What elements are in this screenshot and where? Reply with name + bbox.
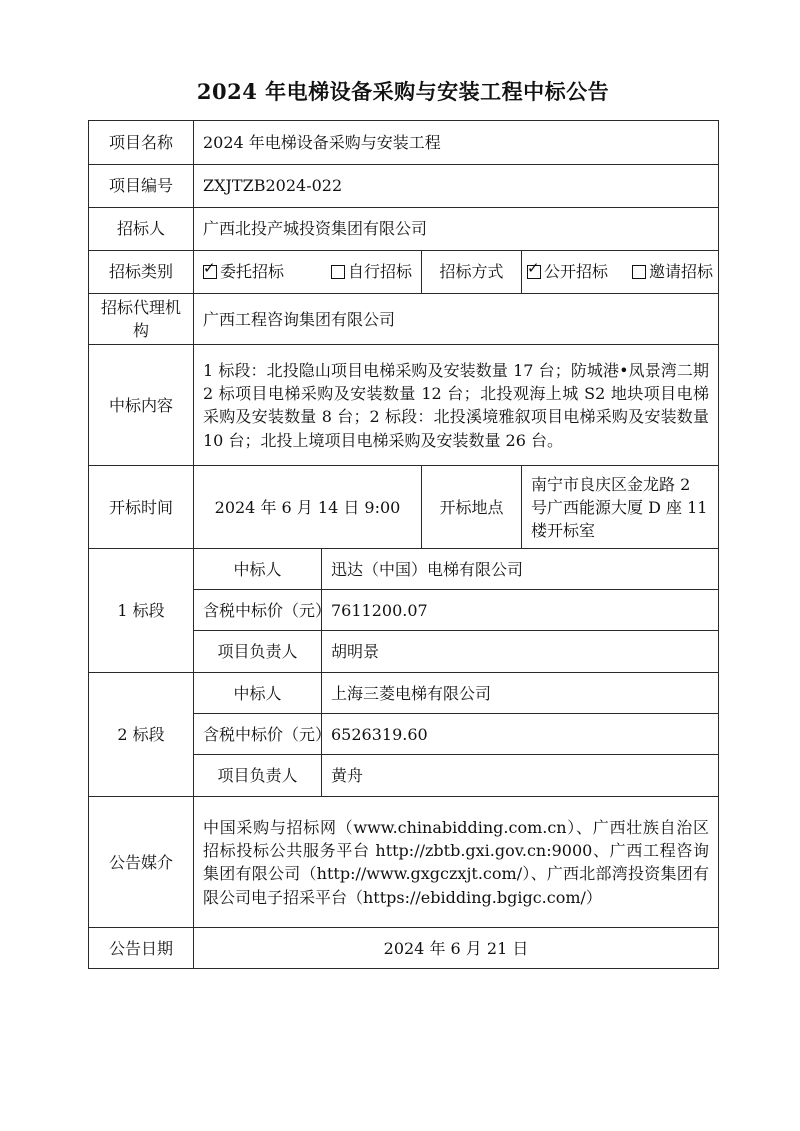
check-mark: ✓ xyxy=(527,259,540,277)
project-name-label: 项目名称 xyxy=(89,121,194,165)
agency-label: 招标代理机构 xyxy=(89,294,194,345)
option-label: 邀请招标 xyxy=(648,262,713,282)
project-number-label: 项目编号 xyxy=(89,165,194,208)
table-row xyxy=(89,294,719,345)
checkbox-checked-icon xyxy=(527,259,541,279)
tender-category-options xyxy=(194,251,422,294)
tender-method-options xyxy=(522,251,719,294)
section-2-price-label: 含税中标价（元） xyxy=(194,714,322,755)
project-number-value: ZXJTZB2024-022 xyxy=(194,165,719,208)
announcement-media-value: 中国采购与招标网（www.chinabidding.com.cn）、广西壮族自治区招标投标公共服务平台 http://zbtb.gxi.gov.cn:9000、广西工程咨询集团有限公司（http://www.gxgczxjt.com/）、广西北部湾投资集团有限公司电子招采平台（https://ebidding.bgigc.com/） xyxy=(194,797,719,928)
table-row xyxy=(89,251,719,294)
tenderer-value: 广西北投产城投资集团有限公司 xyxy=(194,208,719,251)
option-open-tender xyxy=(527,260,608,283)
announcement-media-label: 公告媒介 xyxy=(89,797,194,928)
section-1-name: 1 标段 xyxy=(89,549,194,673)
tender-category-option-group xyxy=(203,260,412,283)
section-1-manager-label: 项目负责人 xyxy=(194,631,322,673)
section-1-price-label: 含税中标价（元） xyxy=(194,590,322,631)
table-row xyxy=(89,797,719,928)
option-label: 委托招标 xyxy=(220,262,285,282)
announcement-table xyxy=(88,120,719,969)
checkbox-unchecked-icon xyxy=(331,265,345,279)
section-1-winner-label: 中标人 xyxy=(194,549,322,590)
section-1-winner-value: 迅达（中国）电梯有限公司 xyxy=(322,549,719,590)
option-label: 公开招标 xyxy=(544,262,609,282)
checkbox-unchecked-icon xyxy=(632,265,646,279)
table-row xyxy=(89,208,719,251)
checkbox-checked-icon xyxy=(203,259,217,279)
option-label: 自行招标 xyxy=(347,262,412,282)
option-invited-tender xyxy=(632,260,713,283)
section-2-manager-label: 项目负责人 xyxy=(194,755,322,797)
announcement-date-value: 2024 年 6 月 21 日 xyxy=(194,928,719,969)
option-self-tender xyxy=(331,260,412,283)
check-mark: ✓ xyxy=(203,259,216,277)
announcement-date-label: 公告日期 xyxy=(89,928,194,969)
section-1-manager-value: 胡明景 xyxy=(322,631,719,673)
table-row xyxy=(89,121,719,165)
tender-method-label: 招标方式 xyxy=(422,251,522,294)
section-2-winner-value: 上海三菱电梯有限公司 xyxy=(322,673,719,714)
section-1-price-value: 7611200.07 xyxy=(322,590,719,631)
option-entrusted-tender xyxy=(203,260,284,283)
table-row xyxy=(89,673,719,714)
table-row xyxy=(89,345,719,466)
bid-opening-time-label: 开标时间 xyxy=(89,466,194,549)
bid-opening-place-label: 开标地点 xyxy=(422,466,522,549)
table-row xyxy=(89,549,719,590)
section-2-winner-label: 中标人 xyxy=(194,673,322,714)
section-2-price-value: 6526319.60 xyxy=(322,714,719,755)
section-2-manager-value: 黄舟 xyxy=(322,755,719,797)
page-title: 2024 年电梯设备采购与安装工程中标公告 xyxy=(196,79,610,104)
award-content-label: 中标内容 xyxy=(89,345,194,466)
table-row xyxy=(89,466,719,549)
bid-opening-time-value: 2024 年 6 月 14 日 9:00 xyxy=(194,466,422,549)
tender-method-option-group xyxy=(527,260,713,283)
tenderer-label: 招标人 xyxy=(89,208,194,251)
tender-category-label: 招标类别 xyxy=(89,251,194,294)
table-row xyxy=(89,165,719,208)
agency-value: 广西工程咨询集团有限公司 xyxy=(194,294,719,345)
section-2-name: 2 标段 xyxy=(89,673,194,797)
project-name-value: 2024 年电梯设备采购与安装工程 xyxy=(194,121,719,165)
award-content-value: 1 标段：北投隐山项目电梯采购及安装数量 17 台；防城港•凤景湾二期 2 标项目电梯采购及安装数量 12 台；北投观海上城 S2 地块项目电梯采购及安装数量 8 台；2 标段：北投溪境雅叙项目电梯采购及安装数量 10 台；北投上境项目电梯采购及安装数量 26 台。 xyxy=(194,345,719,466)
bid-opening-place-value: 南宁市良庆区金龙路 2 号广西能源大厦 D 座 11 楼开标室 xyxy=(522,466,719,549)
table-row xyxy=(89,928,719,969)
